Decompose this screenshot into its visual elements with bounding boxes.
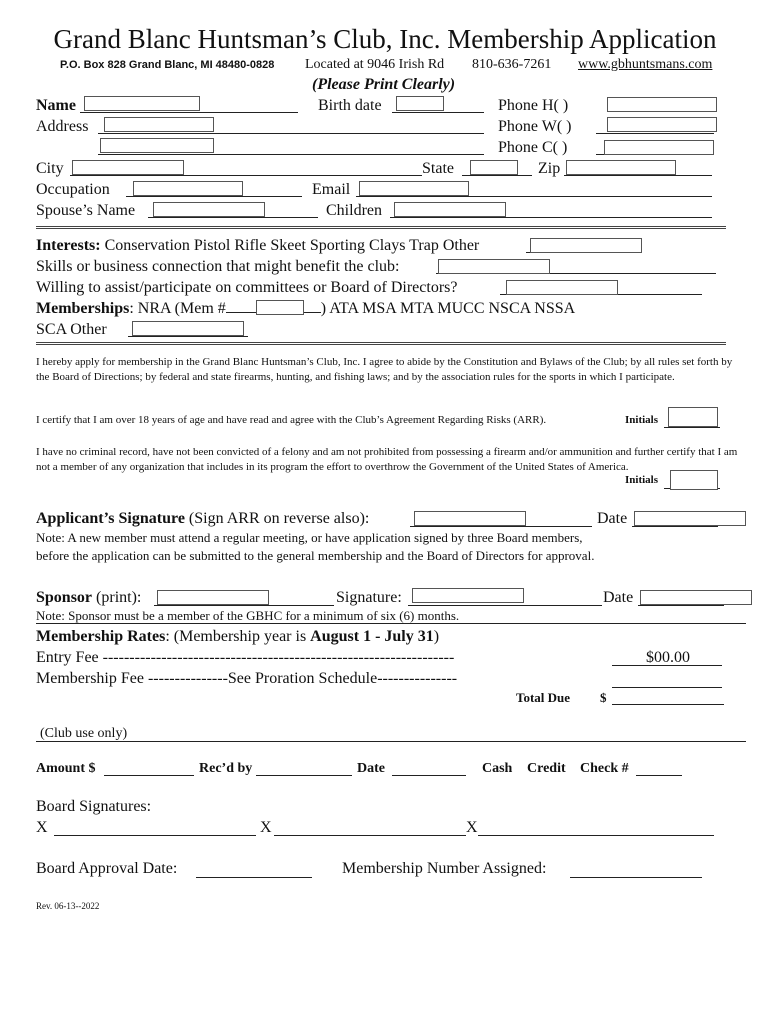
office-date-label: Date: [357, 761, 385, 776]
apply-paragraph: I hereby apply for membership in the Grand Blanc Huntsman’s Club, Inc. I agree to abide by the Constitution and Bylaws of the Club; by all rules set forth by the Board of Directions; by federal and state firearms, hunting, and fishing laws; and by the association rules for the sports in which I participate.: [36, 356, 733, 383]
approval-date-line: [196, 877, 312, 878]
memberships-label: Memberships: [36, 300, 130, 317]
interests-row: [36, 237, 479, 255]
board-signature-line-1: [54, 835, 256, 836]
club-use-line: [36, 741, 746, 742]
membership-orgs: ) ATA MSA MTA MUCC NSCA NSSA: [320, 300, 576, 317]
board-x-1: X: [36, 819, 48, 836]
entry-fee-amount: $00.00: [646, 649, 690, 666]
sponsor-note-line: [36, 623, 746, 624]
sponsor-date-field[interactable]: [640, 590, 752, 605]
total-due-label: Total Due: [516, 690, 571, 705]
entry-fee-label: Entry Fee ------------------------------------------------------------------: [36, 649, 455, 666]
initials-line-1: [664, 427, 720, 428]
sponsor-signature-field[interactable]: [412, 588, 524, 603]
club-phone: 810-636-7261: [472, 57, 552, 72]
occupation-line: [126, 196, 302, 197]
applicant-date-line: [632, 526, 718, 527]
applicant-signature-field[interactable]: [414, 511, 526, 526]
sponsor-note: Note: Sponsor must be a member of the GBHC for a minimum of six (6) months.: [36, 608, 460, 623]
name-label: Name: [36, 97, 76, 114]
sponsor-signature-line: [408, 605, 602, 606]
address-field-2[interactable]: [100, 138, 214, 153]
record-paragraph: I have no criminal record, have not been convicted of a felony and am not prohibited from possessing a firearm and/or ammunition and further certify that I am not a member of any organization that includes in its program the effort to overthrow the Government of the United States of America.: [36, 446, 738, 473]
board-signature-line-3: [478, 835, 714, 836]
credit-label: Credit: [527, 761, 566, 776]
state-field[interactable]: [470, 160, 518, 175]
rates-year: August 1 - July 31: [310, 628, 434, 645]
memberships-row: [36, 300, 575, 318]
club-use-label: (Club use only): [40, 726, 128, 741]
zip-field[interactable]: [566, 160, 676, 175]
willing-label: Willing to assist/participate on committees or Board of Directors?: [36, 279, 458, 296]
email-label: Email: [312, 181, 351, 198]
check-label: Check #: [580, 761, 629, 776]
applicant-date-field[interactable]: [634, 511, 746, 526]
city-field[interactable]: [72, 160, 184, 175]
office-date-line: [392, 775, 466, 776]
board-signature-line-2: [274, 835, 466, 836]
rates-label: Membership Rates: [36, 628, 166, 645]
board-signatures-label: Board Signatures:: [36, 798, 152, 815]
website-link[interactable]: www.gbhuntsmans.com: [578, 57, 713, 72]
sponsor-signature-label: Signature:: [336, 589, 402, 606]
phone-h-field[interactable]: [607, 97, 717, 112]
occupation-field[interactable]: [133, 181, 243, 196]
occupation-label: Occupation: [36, 181, 110, 198]
print-clearly: (Please Print Clearly): [312, 76, 456, 93]
address-line-2: [98, 154, 484, 155]
approval-date-label: Board Approval Date:: [36, 860, 178, 877]
memberships-line2: SCA Other: [36, 321, 107, 338]
initials-field-2[interactable]: [670, 470, 718, 490]
total-due-line: [612, 704, 724, 705]
membership-other-field[interactable]: [132, 321, 244, 336]
email-field[interactable]: [359, 181, 469, 196]
sponsor-label: Sponsor: [36, 589, 93, 606]
interests-items: Conservation Pistol Rifle Skeet Sporting Clays Trap Other: [104, 237, 480, 254]
state-label: State: [422, 160, 454, 177]
phone-h-label: Phone H( ): [498, 97, 569, 114]
initials-label-2: Initials: [625, 474, 659, 486]
location: Located at 9046 Irish Rd: [305, 57, 445, 72]
applicant-row: [36, 510, 369, 528]
page-title: Grand Blanc Huntsman’s Club, Inc. Membership Application: [53, 24, 717, 54]
rates-year-suffix: ): [433, 628, 440, 645]
applicant-label: Applicant’s Signature: [36, 510, 185, 527]
birth-date-label: Birth date: [318, 97, 382, 114]
spouse-field[interactable]: [153, 202, 265, 217]
membership-number-label: Membership Number Assigned:: [342, 860, 547, 877]
total-due-dollar: $: [600, 690, 607, 705]
applicant-note: (Sign ARR on reverse also):: [188, 510, 370, 527]
amount-line: [104, 775, 194, 776]
spouse-line: [148, 217, 318, 218]
nra-member-field[interactable]: [256, 300, 304, 315]
address-field-1[interactable]: [104, 117, 214, 132]
sponsor-row: [36, 589, 141, 607]
phone-c-field[interactable]: [604, 140, 714, 155]
interests-label: Interests:: [36, 237, 101, 254]
initials-label-1: Initials: [625, 414, 659, 426]
sponsor-print-field[interactable]: [157, 590, 269, 605]
birth-date-line: [392, 112, 484, 113]
children-label: Children: [326, 202, 382, 219]
applicant-date-label: Date: [597, 510, 628, 527]
address-label: Address: [36, 118, 89, 135]
name-line: [80, 112, 298, 113]
rates-row: [36, 628, 439, 646]
birth-date-field[interactable]: [396, 96, 444, 111]
board-x-2: X: [260, 819, 272, 836]
willing-field[interactable]: [506, 280, 618, 295]
nra-label: : NRA (Mem #: [129, 300, 226, 317]
membership-number-line: [570, 877, 702, 878]
revision-label: Rev. 06-13--2022: [36, 901, 100, 911]
name-field[interactable]: [84, 96, 200, 111]
recd-line: [256, 775, 352, 776]
email-line: [356, 196, 712, 197]
board-x-3: X: [466, 819, 478, 836]
section-divider-1: [36, 226, 726, 229]
applicant-signature-line: [410, 526, 592, 527]
phone-c-label: Phone C( ): [498, 139, 568, 156]
state-line: [462, 175, 532, 176]
sponsor-print-line: [154, 605, 334, 606]
city-label: City: [36, 160, 64, 177]
section-divider-2: [36, 342, 726, 345]
phone-w-line: [596, 133, 714, 134]
address-line-1: [98, 133, 484, 134]
membership-fee-label: Membership Fee ---------------See Proration Schedule---------------: [36, 670, 458, 687]
rates-year-prefix: : (Membership year is: [165, 628, 311, 645]
skills-label: Skills or business connection that might benefit the club:: [36, 258, 400, 275]
sponsor-print-label: (print):: [96, 589, 142, 606]
interests-other-field[interactable]: [530, 238, 642, 253]
entry-fee-line: [612, 665, 722, 666]
applicant-note-2: before the application can be submitted to the general membership and the Board of Directors for approval.: [36, 548, 595, 563]
zip-line: [564, 175, 712, 176]
children-field[interactable]: [394, 202, 506, 217]
sponsor-date-label: Date: [603, 589, 634, 606]
initials-field-1[interactable]: [668, 407, 718, 427]
membership-fee-line: [612, 687, 722, 688]
check-line: [636, 775, 682, 776]
applicant-note-1: Note: A new member must attend a regular meeting, or have application signed by three Board members,: [36, 530, 583, 545]
phone-w-label: Phone W( ): [498, 118, 572, 135]
zip-label: Zip: [538, 160, 561, 177]
phone-w-field[interactable]: [607, 117, 717, 132]
skills-field[interactable]: [438, 259, 550, 274]
amount-label: Amount $: [36, 761, 96, 776]
membership-other-line: [128, 336, 248, 337]
cash-label: Cash: [482, 761, 513, 776]
certify-text: I certify that I am over 18 years of age and have read and agree with the Club’s Agreement Regarding Risks (ARR).: [36, 414, 547, 426]
po-box: P.O. Box 828 Grand Blanc, MI 48480-0828: [60, 59, 275, 71]
recd-label: Rec’d by: [199, 761, 253, 776]
spouse-label: Spouse’s Name: [36, 202, 136, 219]
sponsor-date-line: [638, 605, 724, 606]
children-line: [390, 217, 712, 218]
city-line: [70, 175, 422, 176]
